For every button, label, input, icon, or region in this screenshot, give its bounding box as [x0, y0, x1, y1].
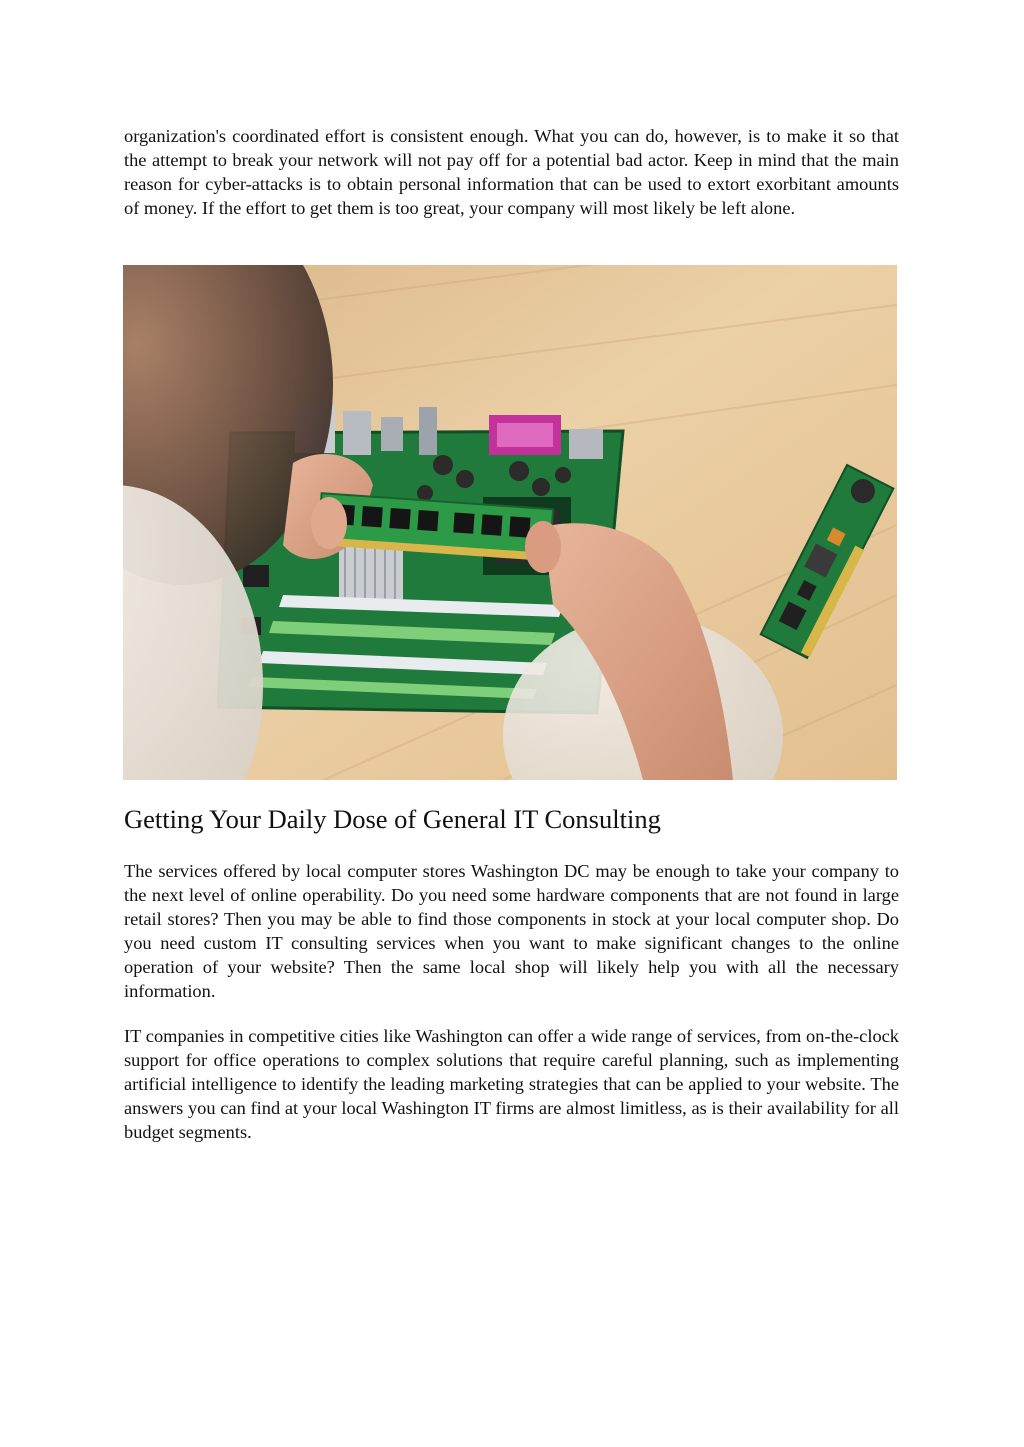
- section-heading: Getting Your Daily Dose of General IT Consulting: [124, 804, 661, 834]
- photo-illustration: [123, 265, 897, 780]
- body-paragraph-services: The services offered by local computer stores Washington DC may be enough to take your company to the next level of online operability. Do you need some hardware components that are not found in large retail stores? Then you may be able to find those components in stock at your local computer shop. Do you need custom IT consulting services when you want to make significant changes to the online operation of your website? Then the same local shop will likely help you with all the necessary information.: [124, 861, 899, 1001]
- motherboard-photo: [123, 265, 897, 780]
- body-paragraph-companies: IT companies in competitive cities like Washington can offer a wide range of services, from on-the-clock support for office operations to complex solutions that require careful planning, such as implementing artificial intelligence to identify the leading marketing strategies that can be applied to your website. The answers you can find at your local Washington IT firms are almost limitless, as is their availability for all budget segments.: [124, 1026, 899, 1142]
- intro-paragraph: organization's coordinated effort is consistent enough. What you can do, however, is to make it so that the attempt to break your network will not pay off for a potential bad actor. Keep in mind that the main reason for cyber-attacks is to obtain personal information that can be used to extort exorbitant amounts of money. If the effort to get them is too great, your company will most likely be left alone.: [124, 126, 899, 218]
